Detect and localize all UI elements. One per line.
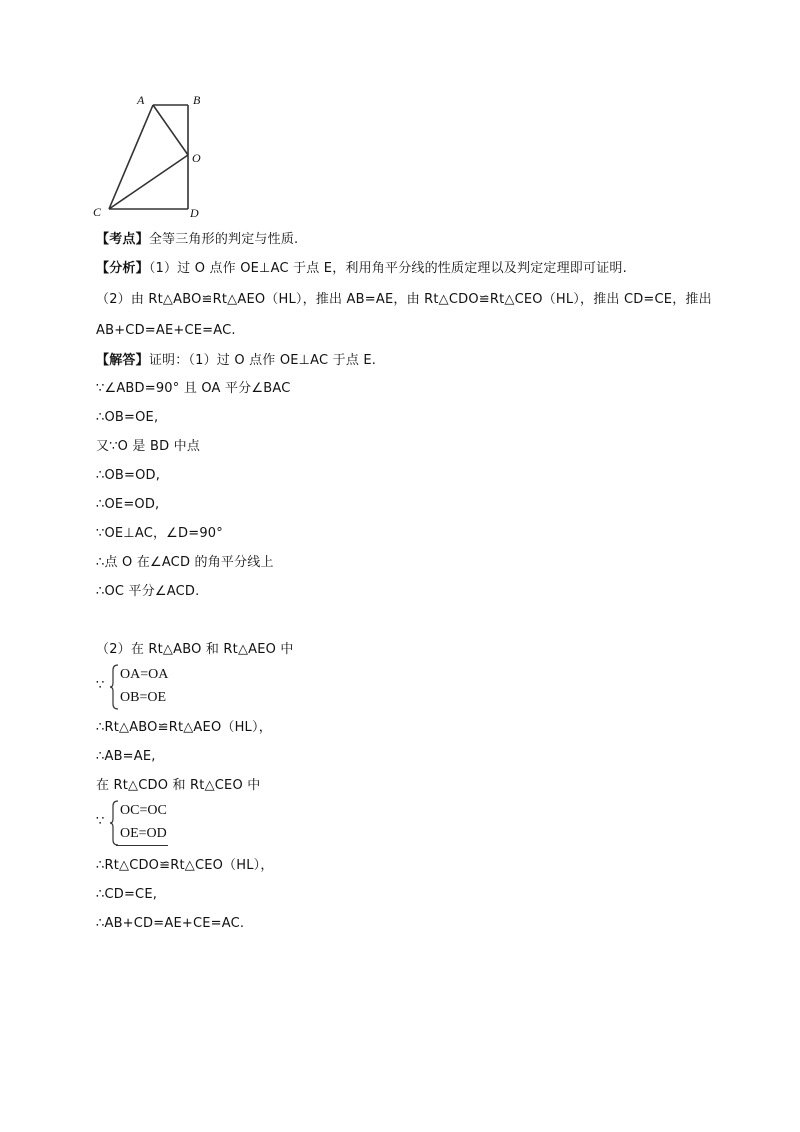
system2-eq1: OC=OC	[120, 803, 167, 818]
label-d: D	[190, 206, 199, 220]
fenxi-text: （1）过 O 点作 OE⊥AC 于点 E，利用角平分线的性质定理以及判定定理即可证明.	[148, 261, 627, 276]
kaodian-line	[96, 232, 298, 248]
fenxi-2a-line: （2）由 Rt△ABO≌Rt△AEO（HL），推出 AB=AE，由 Rt△CDO≌Rt△CEO（HL），推出 CD=CE，推出	[96, 292, 712, 307]
step-8: ∴OC 平分∠ACD.	[96, 584, 200, 599]
left-brace-icon	[109, 664, 119, 710]
equation-system-2	[96, 800, 296, 848]
label-a: A	[137, 93, 145, 107]
fenxi-tag: 【分析】	[96, 261, 149, 276]
jieda-tag: 【解答】	[96, 353, 149, 368]
system1-eq1: OA=OA	[120, 667, 169, 682]
segment-ao	[153, 105, 188, 155]
part2-result-3: ∴Rt△CDO≌Rt△CEO（HL），	[96, 858, 274, 873]
step-7: ∴点 O 在∠ACD 的角平分线上	[96, 555, 274, 570]
step-2: ∴OB=OE,	[96, 410, 159, 425]
triangle-diagram	[90, 90, 220, 225]
left-brace-icon	[109, 800, 119, 846]
fenxi-2b-line: AB+CD=AE+CE=AC.	[96, 323, 236, 338]
system2-eq2: OE=OD	[120, 826, 167, 841]
equation-system-1	[96, 664, 296, 712]
step-5: ∴OE=OD,	[96, 497, 160, 512]
part2-result-4: ∴CD=CE,	[96, 887, 158, 902]
geometry-figure	[90, 90, 220, 225]
system1-eq2: OB=OE	[120, 690, 167, 705]
step-4: ∴OB=OD,	[96, 468, 161, 483]
label-c: C	[93, 205, 102, 219]
because-symbol: ∵	[96, 678, 105, 693]
step-3: 又∵O 是 BD 中点	[96, 439, 201, 454]
jieda-line	[96, 353, 376, 369]
part2-intro: （2）在 Rt△ABO 和 Rt△AEO 中	[96, 642, 294, 657]
part2-result-2: ∴AB=AE,	[96, 749, 156, 764]
kaodian-tag: 【考点】	[96, 232, 149, 247]
fenxi-line	[96, 261, 627, 277]
step-1: ∵∠ABD=90° 且 OA 平分∠BAC	[96, 381, 291, 396]
jieda-text: 证明：（1）过 O 点作 OE⊥AC 于点 E.	[148, 353, 377, 368]
system2-underline	[116, 845, 168, 846]
label-o: O	[192, 151, 201, 165]
label-b: B	[193, 93, 201, 107]
part2-result-1: ∴Rt△ABO≌Rt△AEO（HL），	[96, 720, 272, 735]
part2-result-5: ∴AB+CD=AE+CE=AC.	[96, 916, 245, 931]
because-symbol-2: ∵	[96, 814, 105, 829]
kaodian-text: 全等三角形的判定与性质.	[148, 232, 299, 247]
step-6: ∵OE⊥AC，∠D=90°	[96, 526, 223, 541]
part2-intro-2: 在 Rt△CDO 和 Rt△CEO 中	[96, 778, 261, 793]
